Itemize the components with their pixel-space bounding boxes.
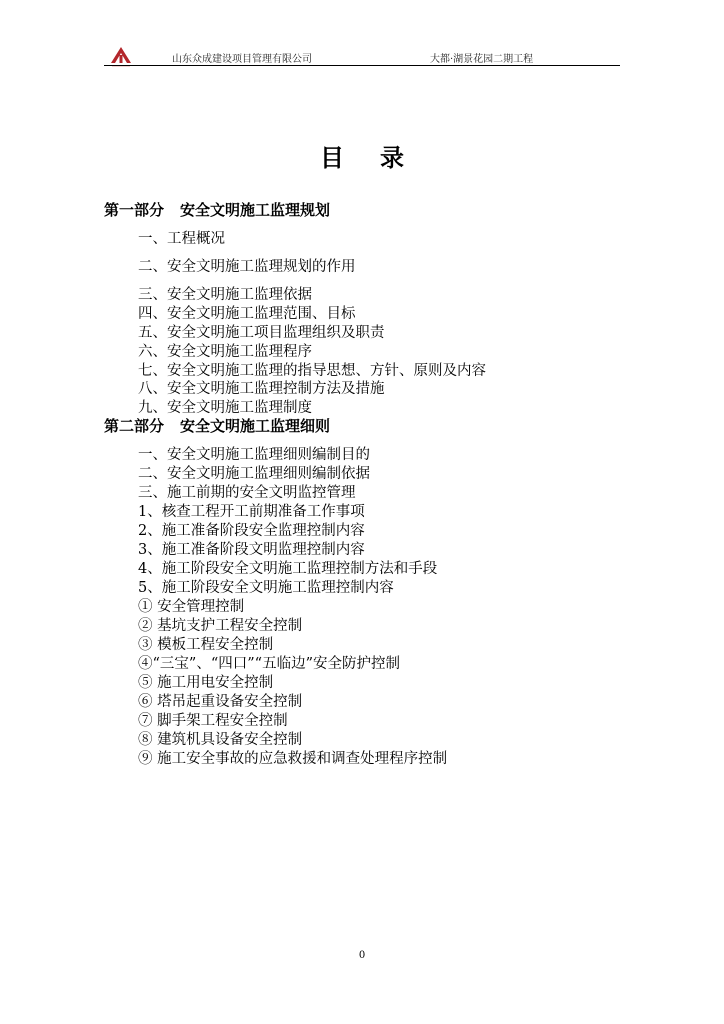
- toc-item: 二、安全文明施工监理细则编制依据: [138, 466, 370, 482]
- toc-part-1: [104, 201, 330, 219]
- header-project-name: 大都·湖景花园二期工程: [430, 54, 534, 65]
- toc-item: 4、施工阶段安全文明施工监理控制方法和手段: [138, 561, 438, 577]
- toc-item: ⑥ 塔吊起重设备安全控制: [138, 694, 303, 710]
- toc-item: 九、安全文明施工监理制度: [138, 400, 312, 416]
- toc-part-label: 第一部分: [104, 201, 165, 219]
- toc-item: ⑦ 脚手架工程安全控制: [138, 713, 288, 729]
- toc-item: 七、安全文明施工监理的指导思想、方针、原则及内容: [138, 363, 486, 379]
- toc-item: 三、施工前期的安全文明监控管理: [138, 485, 356, 501]
- toc-item: 5、施工阶段安全文明施工监理控制内容: [138, 580, 394, 596]
- toc-item: 四、安全文明施工监理范围、目标: [138, 306, 356, 322]
- toc-part-title: 安全文明施工监理规划: [180, 201, 331, 219]
- page-number: 0: [358, 950, 366, 961]
- toc-item: 二、安全文明施工监理规划的作用: [138, 259, 356, 275]
- toc-item: ② 基坑支护工程安全控制: [138, 618, 303, 634]
- header-rule: [104, 65, 620, 66]
- toc-item: 一、工程概况: [138, 231, 225, 247]
- toc-item: ⑨ 施工安全事故的应急救援和调查处理程序控制: [138, 751, 448, 767]
- toc-item: 2、施工准备阶段安全监理控制内容: [138, 523, 365, 539]
- toc-part-label: 第二部分: [104, 417, 165, 435]
- toc-item: ③ 模板工程安全控制: [138, 637, 274, 653]
- toc-item: ⑤ 施工用电安全控制: [138, 675, 274, 691]
- toc-item: ⑧ 建筑机具设备安全控制: [138, 732, 303, 748]
- toc-item: 六、安全文明施工监理程序: [138, 344, 312, 360]
- toc-item: 三、安全文明施工监理依据: [138, 287, 312, 303]
- toc-part-2: [104, 417, 330, 435]
- toc-item: 3、施工准备阶段文明监理控制内容: [138, 542, 365, 558]
- page-header: [104, 44, 620, 68]
- toc-item: ① 安全管理控制: [138, 599, 245, 615]
- toc-item: 八、安全文明施工监理控制方法及措施: [138, 381, 385, 397]
- toc-item: ④“三宝”、“四口”“五临边”安全防护控制: [138, 656, 400, 672]
- toc-part-title: 安全文明施工监理细则: [180, 417, 331, 435]
- toc-item: 1、核查工程开工前期准备工作事项: [138, 504, 365, 520]
- page-title: 目录: [320, 144, 440, 172]
- toc-item: 五、安全文明施工项目监理组织及职责: [138, 325, 385, 341]
- toc-item: 一、安全文明施工监理细则编制目的: [138, 447, 370, 463]
- header-company-name: 山东众成建设项目管理有限公司: [172, 54, 312, 65]
